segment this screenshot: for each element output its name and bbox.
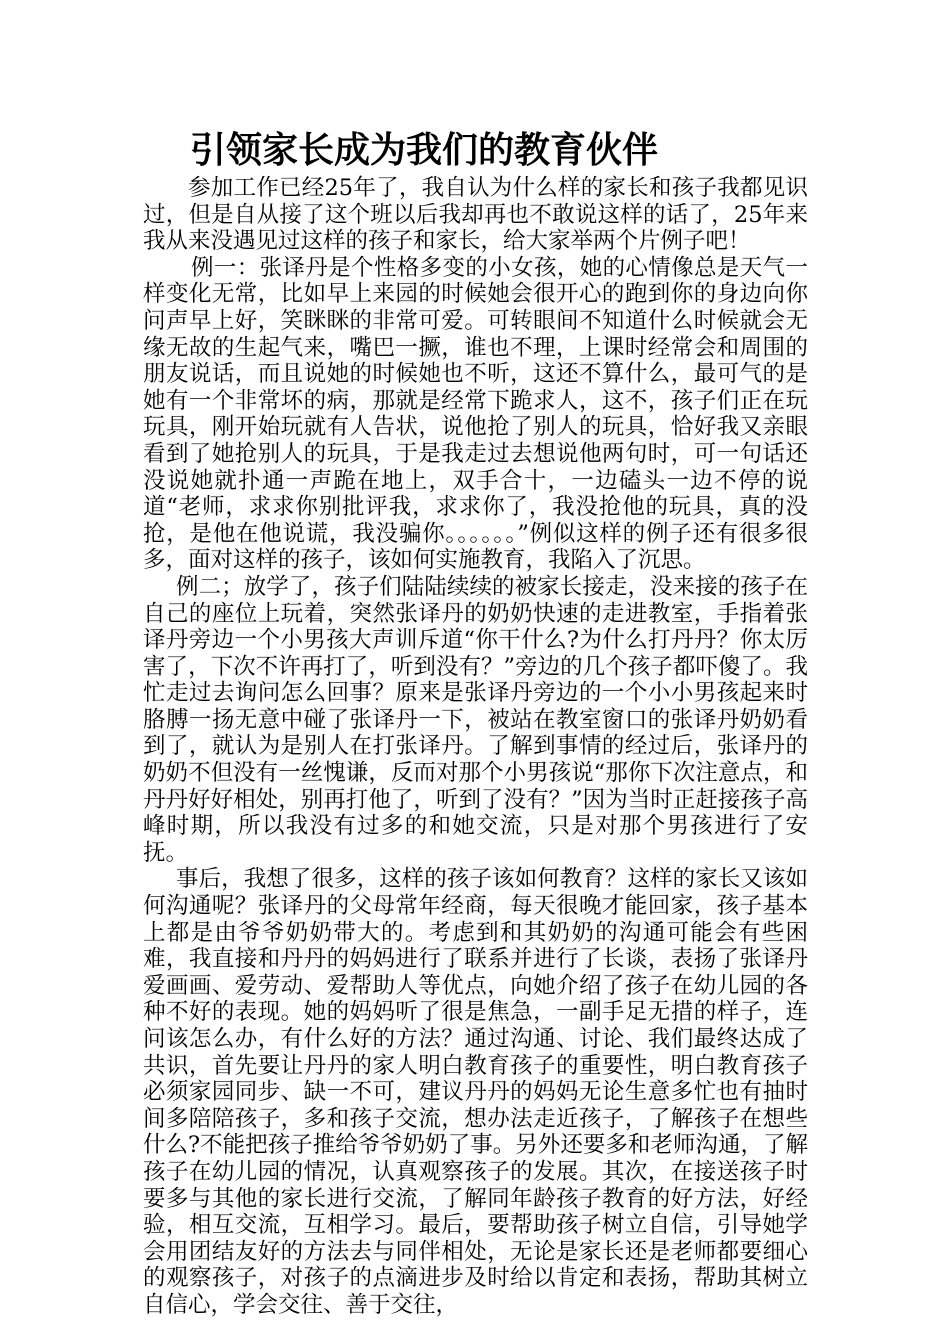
paragraph-example-one: 例一：张译丹是个性格多变的小女孩，她的心情像总是天气一样变化无常，比如早上来园的时候她会很开心的跑到你的身边向你问声早上好，笑眯眯的非常可爱。可转眼间不知道什么时候就会无缘无故的生起气来，嘴巴一撅，谁也不理，上课时经常会和周围的朋友说话，而且说她的时候她也不听，这还不算什么，最可气的是她有一个非常坏的病，那就是经常下跪求人，这不，孩子们正在玩玩具，刚开始玩就有人告状，说他抢了别人的玩具，恰好我又亲眼看到了她抢别人的玩具，于是我走过去想说他两句时，可一句话还没说她就扑通一声跪在地上，双手合十，一边磕头一边不停的说道“老师，求求你别批评我，求求你了，我没抢他的玩具，真的没抢，是他在他说谎，我没骗你。。。。。。”例似这样的例子还有很多很多，面对这样的孩子，该如何实施教育，我陷入了沉思。 [143,254,808,574]
paragraph-reflection: 事后，我想了很多，这样的孩子该如何教育？这样的家长又该如何沟通呢？张译丹的父母常年经商，每天很晚才能回家，孩子基本上都是由爷爷奶奶带大的。考虑到和其奶奶的沟通可能会有些困难，我直接和丹丹的妈妈进行了联系并进行了长谈，表扬了张译丹爱画画、爱劳动、爱帮助人等优点，向她介绍了孩子在幼儿园的各种不好的表现。她的妈妈听了很是焦急，一副手足无措的样子，连问该怎么办，有什么好的方法？通过沟通、讨论、我们最终达成了共识，首先要让丹丹的家人明白教育孩子的重要性，明白教育孩子必须家园同步、缺一不可，建议丹丹的妈妈无论生意多忙也有抽时间多陪陪孩子，多和孩子交流，想办法走近孩子，了解孩子在想些什么?不能把孩子推给爷爷奶奶了事。另外还要多和老师沟通，了解孩子在幼儿园的情况，认真观察孩子的发展。其次，在接送孩子时要多与其他的家长进行交流，了解同年龄孩子教育的好方法，好经验，相互交流，互相学习。最后，要帮助孩子树立自信，引导她学会用团结友好的方法去与同伴相处，无论是家长还是老师都要细心的观察孩子，对孩子的点滴进步及时给以肯定和表扬，帮助其树立自信心，学会交往、善于交往， [143,866,808,1318]
paragraph-intro: 参加工作已经25年了，我自认为什么样的家长和孩子我都见识过，但是自从接了这个班以后我却再也不敢说这样的话了，25年来我从来没遇见过这样的孩子和家长，给大家举两个片例子吧！ [143,175,808,255]
document-body [143,175,808,1319]
document-title: 引领家长成为我们的教育伙伴 [190,130,659,171]
paragraph-example-two: 例二；放学了，孩子们陆陆续续的被家长接走，没来接的孩子在自己的座位上玩着，突然张译丹的奶奶快速的走进教室，手指着张译丹旁边一个小男孩大声训斥道“你干什么?为什么打丹丹？你太厉害了，下次不许再打了，听到没有？”旁边的几个孩子都吓傻了。我忙走过去询问怎么回事？原来是张译丹旁边的一个小小男孩起来时胳膊一扬无意中碰了张译丹一下，被站在教室窗口的张译丹奶奶看到了，就认为是别人在打张译丹。了解到事情的经过后，张译丹的奶奶不但没有一丝愧谦，反而对那个小男孩说“那你下次注意点，和丹丹好好相处，别再打他了，听到了没有？”因为当时正赶接孩子高峰时期，所以我没有过多的和她交流，只是对那个男孩进行了安抚。 [143,573,808,866]
